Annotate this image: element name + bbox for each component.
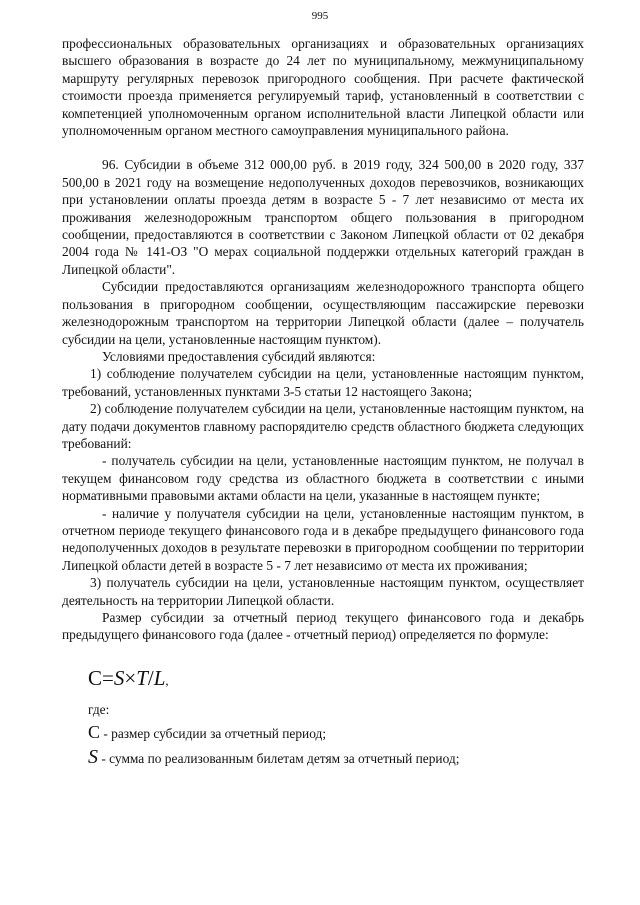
requirement-1: - получатель субсидии на цели, установленные настоящим пунктом, не получал в текущем финансовом году средства из областного бюджета в соответствии с иными нормативными правовыми актами области на цели, указанные в настоящем пункте;: [62, 453, 584, 504]
formula-l: L: [153, 665, 166, 690]
definition-symbol: C: [88, 721, 101, 742]
paragraph-recipients: Субсидии предоставляются организациям железнодорожного транспорта общего пользования в пригородном сообщении, осуществляющим пассажирские перевозки железнодорожным транспортом на территории Липецкой области (далее – получатель субсидии на цели, установленные настоящим пунктом).: [62, 279, 584, 347]
document-body: [62, 35, 584, 769]
condition-2: 2) соблюдение получателем субсидии на цели, установленные настоящим пунктом, на дату подачи документов главному распорядителю средств областного бюджета следующих требований:: [62, 401, 584, 451]
paragraph-formula-intro: Размер субсидии за отчетный период текущего финансового года и декабрь предыдущего финансового года (далее - отчетный период) определяется по формуле:: [62, 610, 584, 643]
definition-s: [88, 747, 584, 769]
paragraph-1: профессиональных образовательных организациях и образовательных организациях высшего образования в возрасте до 24 лет по муниципальному, межмуниципальному маршруту регулярных перевозок пригородного сообщения. При расчете фактической стоимости проезда применяется регулируемый тариф, установленный в соответствии с компетенцией уполномоченным органом исполнительной власти Липецкой области или уполномоченным органом местного самоуправления муниципального района.: [62, 36, 584, 139]
formula-slash: /: [147, 665, 154, 690]
formula-s: S: [113, 665, 125, 690]
paragraph-conditions: Условиями предоставления субсидий являются:: [102, 348, 376, 364]
formula-eq: =: [102, 665, 114, 690]
where-label: где:: [88, 701, 110, 717]
requirement-2: - наличие у получателя субсидии на цели, установленные настоящим пунктом, в отчетном периоде текущего финансового года и в декабре предыдущего финансового года недополученных доходов в результате перевозки в пригородном сообщении по территории Липецкой области детей в возрасте 5 - 7 лет независимо от места их проживания;: [62, 505, 584, 573]
page-number: 995: [311, 10, 329, 22]
definition-c: [88, 722, 584, 744]
definition-text: - размер субсидии за отчетный период;: [100, 725, 327, 741]
condition-3: 3) получатель субсидии на цели, установленные настоящим пунктом, осуществляет деятельность на территории Липецкой области.: [62, 575, 584, 608]
formula-trail: ,: [165, 672, 169, 688]
definition-text: - сумма по реализованным билетам детям за отчетный период;: [98, 750, 460, 766]
formula-times: ×: [124, 665, 137, 690]
condition-1: 1) соблюдение получателем субсидии на цели, установленные настоящим пунктом, требований, установленных пунктами 3-5 статьи 12 настоящего Закона;: [62, 366, 584, 399]
definition-symbol: S: [88, 745, 98, 768]
formula-t: T: [136, 665, 148, 690]
subsidy-formula: [88, 666, 584, 693]
formula-lhs: C: [88, 665, 103, 690]
paragraph-96: 96. Субсидии в объеме 312 000,00 руб. в 2019 году, 324 500,00 в 2020 году, 337 500,00 в 2021 году на возмещение недополученных доходов перевозчиков, возникающих при установлении оплаты проезда детям в возрасте 5 - 7 лет независимо от места их проживания железнодорожным транспортом общего пользования в пригородном сообщении, предоставляются в соответствии с Законом Липецкой области от 02 декабря 2004 года № 141-ОЗ "О мерах социальной поддержки отдельных категорий граждан в Липецкой области".: [62, 157, 584, 277]
